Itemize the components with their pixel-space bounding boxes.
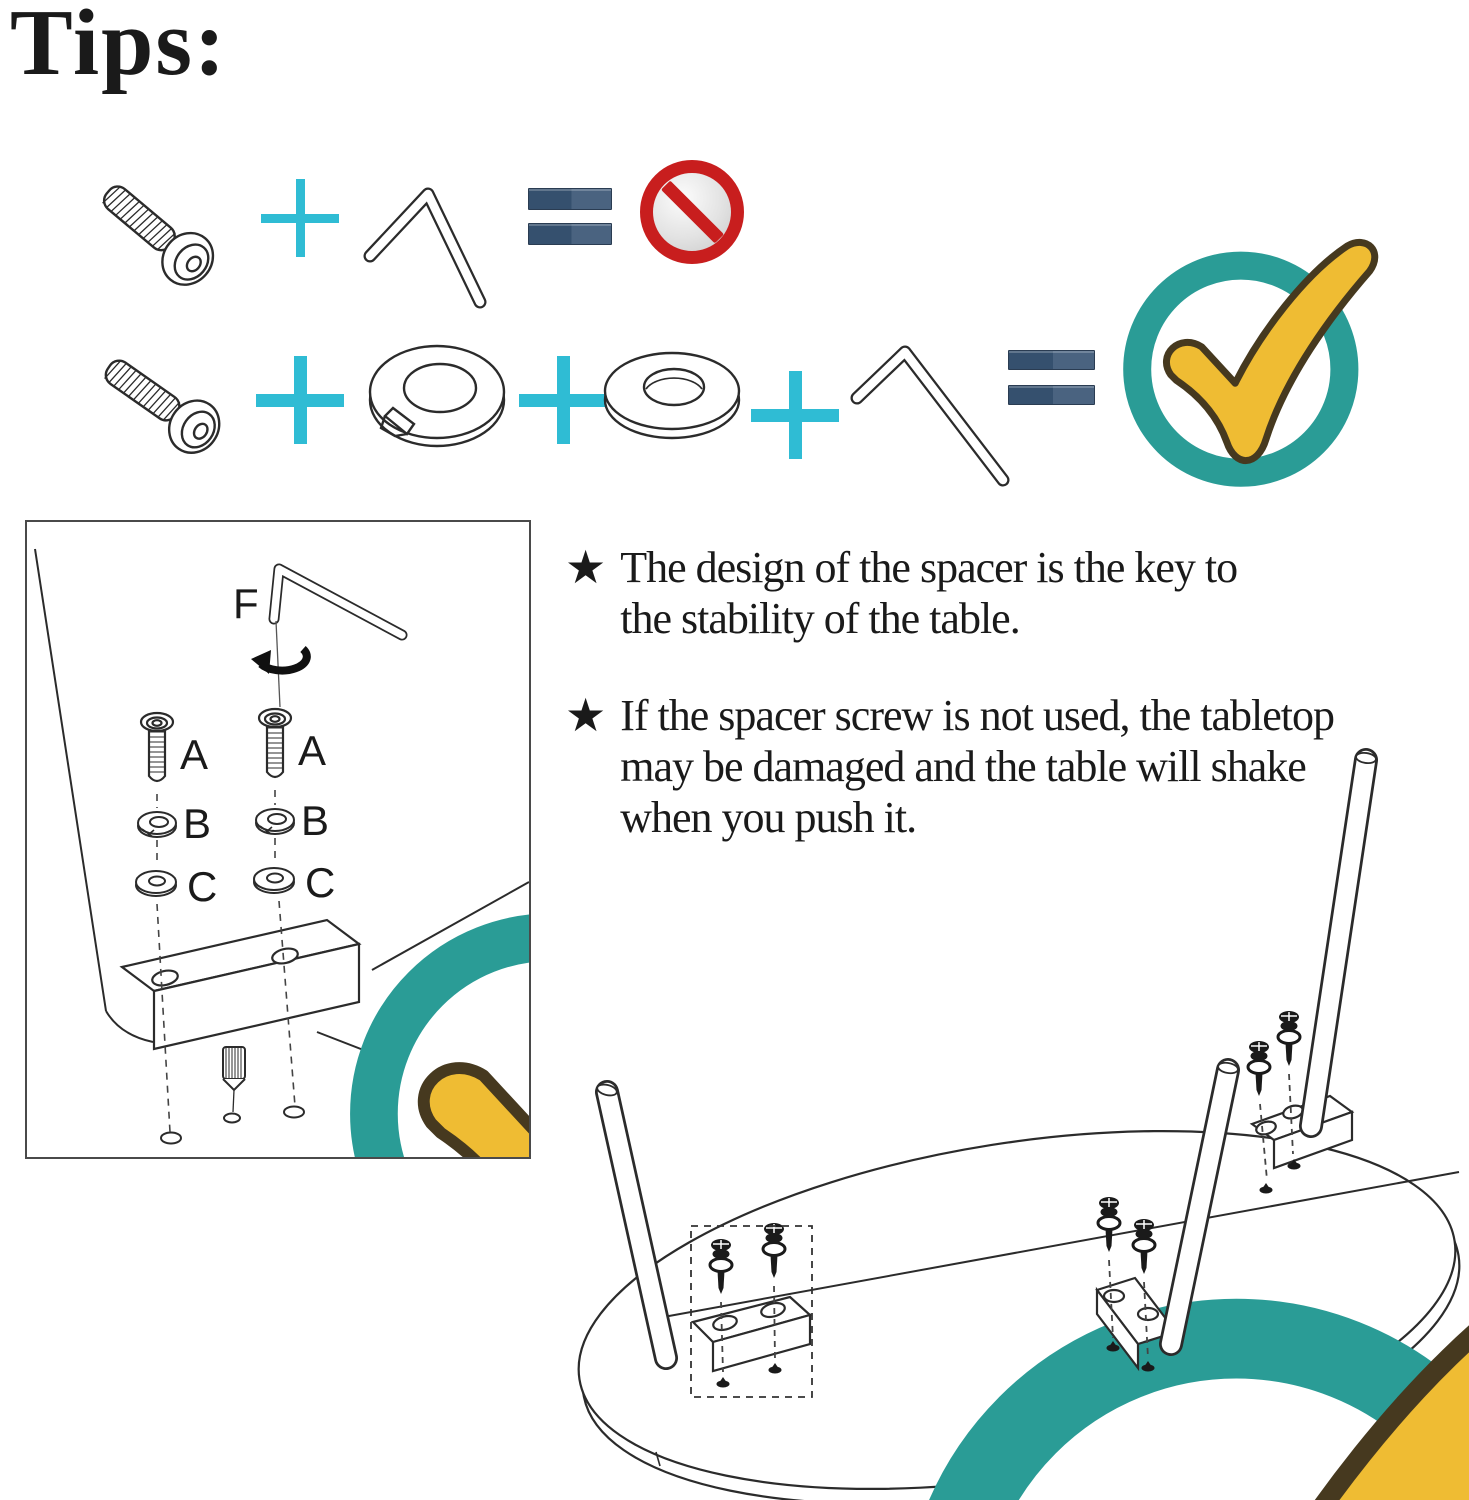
bolt-a-left — [141, 713, 173, 781]
plus-icon — [519, 356, 607, 444]
note-spacer-design — [565, 542, 1237, 644]
flat-washer-c-right — [254, 868, 294, 893]
note-line: may be damaged and the table will shake — [620, 742, 1306, 791]
label-flat-washer: C — [305, 859, 336, 906]
star-bullet-icon: ★ — [565, 688, 607, 742]
spring-washer-icon — [365, 340, 515, 460]
label-flat-washer: C — [187, 863, 218, 910]
rotation-arrow-icon — [251, 649, 307, 674]
page-title: Tips: — [10, 0, 228, 95]
star-bullet-icon: ★ — [565, 540, 607, 594]
note-line: If the spacer screw is not used, the tabletop — [620, 691, 1334, 740]
plus-icon — [261, 179, 339, 257]
tabletop-hole — [284, 1107, 304, 1118]
spacer-detail-diagram — [25, 520, 531, 1159]
note-line: the stability of the table. — [620, 594, 1020, 643]
plus-icon — [751, 371, 839, 459]
equals-icon — [1008, 350, 1095, 405]
note-line: The design of the spacer is the key to — [620, 543, 1238, 592]
label-hex-key: F — [233, 580, 259, 627]
flat-washer-icon — [600, 345, 745, 460]
bolt-icon — [95, 335, 255, 480]
table-leg-bracket-right — [1252, 752, 1377, 1168]
label-bolt: A — [180, 731, 209, 778]
note-line: when you push it. — [620, 793, 917, 842]
label-bolt: A — [298, 727, 327, 774]
hex-key-icon — [358, 178, 498, 318]
table-assembly-diagram — [560, 740, 1469, 1500]
approved-check-icon — [1112, 218, 1392, 498]
hex-key-icon — [843, 338, 1018, 493]
label-spring-washer: B — [183, 800, 212, 847]
screw-assembly — [1248, 1011, 1300, 1096]
flat-washer-c-left — [136, 871, 176, 896]
hex-key-icon — [274, 569, 402, 707]
bolt-icon — [92, 158, 242, 313]
bolt-a-right — [259, 709, 291, 777]
prohibited-icon — [640, 160, 744, 264]
plus-icon — [256, 356, 344, 444]
spring-washer-b-right — [256, 809, 294, 834]
spring-washer-b-left — [138, 812, 176, 837]
approved-check-icon — [374, 898, 529, 1157]
equals-icon — [528, 188, 612, 245]
mounting-block — [122, 920, 359, 1049]
spacer-screw — [223, 1047, 245, 1123]
tabletop-hole — [161, 1133, 181, 1144]
label-spring-washer: B — [301, 797, 330, 844]
